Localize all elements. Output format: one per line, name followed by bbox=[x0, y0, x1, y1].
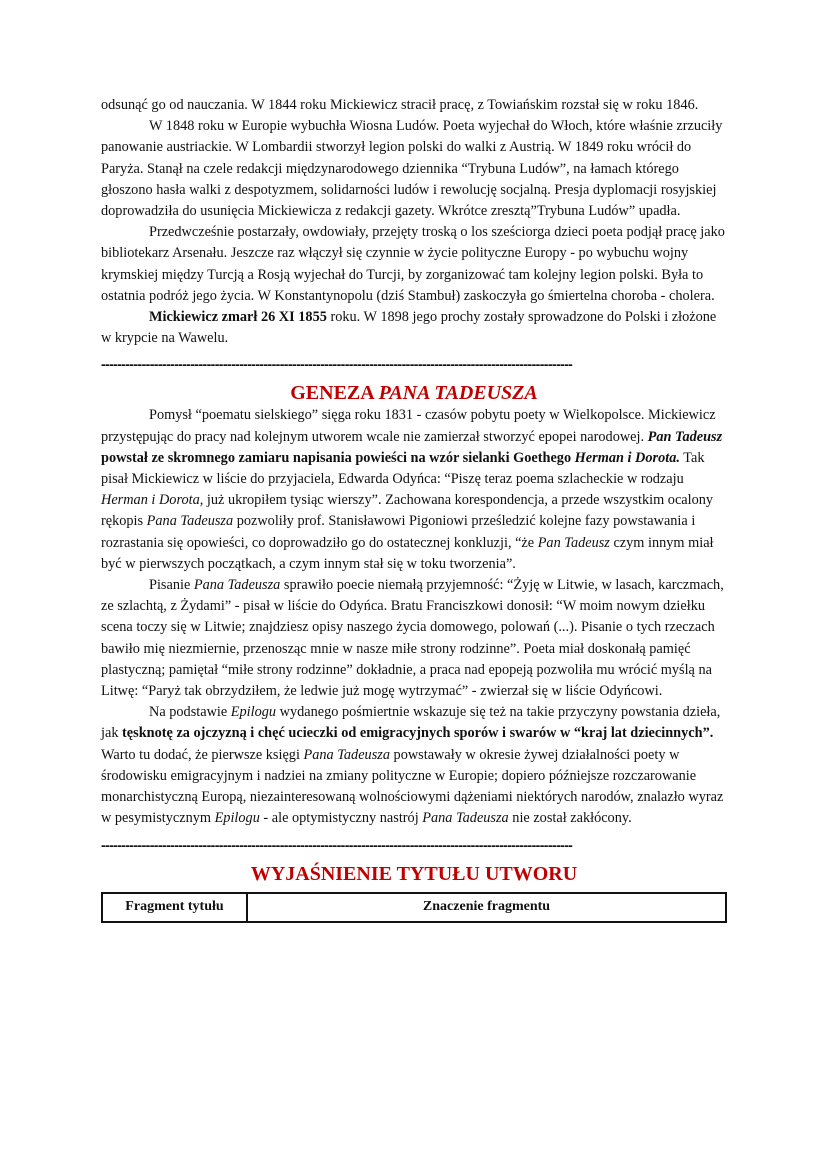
text-span: pozwoliły prof. Stanisławowi Pigoniowi prześledzić kolejne fazy powstawania i rozrastania się opowieści, co doprowadziło go do ostatecznej konkluzji, “że bbox=[101, 513, 696, 551]
death-date-bold: Mickiewicz zmarł 26 XI 1855 bbox=[149, 309, 327, 326]
text-span: nie został zakłócony. bbox=[508, 810, 632, 827]
title-ref: Herman i Dorota, bbox=[101, 492, 204, 509]
title-ref: Epilogu bbox=[214, 810, 260, 827]
table-header-cell: Fragment tytułu bbox=[102, 893, 247, 922]
bio-paragraph-1: odsunąć go od nauczania. W 1844 roku Mickiewicz stracił pracę, z Towiańskim rozstał się w roku 1846. bbox=[101, 97, 699, 113]
title-ref: Pan Tadeusz bbox=[647, 428, 723, 445]
bio-paragraph-4-rest: roku. W 1898 jego prochy zostały sprowadzone do Polski i złożone w krypcie na Wawelu. bbox=[101, 309, 717, 347]
geneza-paragraph-3 bbox=[101, 702, 727, 829]
text-span: - ale optymistyczny nastrój bbox=[259, 810, 423, 827]
title-ref: Pana Tadeusza bbox=[303, 746, 390, 763]
section-separator-1: -------------------------------------------------------------------------------------------------------------------- bbox=[101, 357, 573, 372]
title-ref: Epilogu bbox=[230, 704, 277, 721]
text-span: Pomysł “poematu sielskiego” sięga roku 1831 - czasów pobytu poety w Wielkopolsce. Mickiewicz przystępując do pracy nad kolejnym utworem wcale nie zamierzał stworzyć epopei narodowej. bbox=[101, 407, 716, 445]
text-span: Pisanie bbox=[149, 577, 194, 594]
document-page bbox=[101, 95, 727, 923]
bio-paragraph-4 bbox=[101, 307, 727, 349]
geneza-heading-title: PANA TADEUSZA bbox=[378, 382, 538, 405]
text-span: już ukropiłem tysiąc wierszy”. Zachowana korespondencja, a przede wszystkim ocalony rękopis bbox=[101, 492, 714, 530]
text-span: Warto tu dodać, że pierwsze księgi bbox=[101, 746, 304, 763]
section-separator-2: -------------------------------------------------------------------------------------------------------------------- bbox=[101, 837, 573, 852]
geneza-heading bbox=[101, 381, 727, 405]
table-header-row bbox=[102, 893, 726, 922]
geneza-paragraph-1 bbox=[101, 405, 727, 575]
title-ref: Pana Tadeusza bbox=[146, 513, 234, 530]
text-span: Tak pisał Mickiewicz w liście do przyjaciela, Edwarda Odyńca: “Piszę teraz poema szlacheckie w rodzaju bbox=[101, 449, 705, 488]
table-header-cell: Znaczenie fragmentu bbox=[247, 893, 726, 922]
bio-paragraph-3: Przedwcześnie postarzały, owdowiały, przejęty troską o los sześciorga dzieci poeta podjął pracę jako bibliotekarz Arsenału. Jeszcze raz włączył się czynnie w życie polityczne Europy - po wybuchu wojny krymskiej między Turcją a Rosją wyjechał do Turcji, by zorganizować tam kolejny legion polski. Była to ostatnia podróż jego życia. W Konstantynopolu (dziś Stambuł) zaskoczyła go śmiertelna choroba - cholera. bbox=[101, 224, 725, 304]
title-ref: Pana Tadeusza bbox=[422, 810, 509, 827]
text-span: Na podstawie bbox=[149, 704, 231, 721]
text-span: powstawały w okresie żywej działalności poety w środowisku emigracyjnym i nadziei na zmiany polityczne w Europie; dopiero późniejsze rozczarowanie monarchistyczną Europą, niezainteresowaną wolnościowymi dążeniami niektórych narodów, znalazło wyraz w pesymistycznym bbox=[101, 746, 724, 827]
text-span: czym innym miał być w pierwszych początkach, a czym innym stał się w toku tworzenia”. bbox=[101, 534, 714, 572]
text-span: sprawiło poecie niemałą przyjemność: “Żyję w Litwie, w lasach, karczmach, ze szlachtą, z Żydami” - pisał w liście do Odyńca. Bratu Franciszkowi donosił: “W moim nowym dziełku scena toczy się w Litwie; znajdziesz opisy naszego życia domowego, polowań (...). Pisanie o tych rzeczach bawiło mię niezmiernie, przenosząc mnie w nasze miłe strony rodzinne”. Poeta miał doskonałą pamięć plastyczną; pamiętał “miłe strony rodzinne” dokładnie, a praca nad epopeją pozwoliła mu wrócić myślą na Litwę: “Paryż tak obrzydziłem, że ledwie już mogę wytrzymać” - zwierzał się w liście Odyńcowi. bbox=[101, 577, 724, 700]
title-ref: Herman i Dorota. bbox=[574, 449, 680, 466]
title-explanation-table bbox=[101, 892, 727, 923]
title-ref: Pana Tadeusza bbox=[193, 577, 281, 594]
bold-span: powstał ze skromnego zamiaru napisania powieści na wzór sielanki Goethego bbox=[101, 449, 575, 466]
geneza-paragraph-2 bbox=[101, 575, 727, 702]
wyjasnienie-heading: WYJAŚNIENIE TYTUŁU UTWORU bbox=[250, 862, 578, 885]
bio-paragraph-2: W 1848 roku w Europie wybuchła Wiosna Ludów. Poeta wyjechał do Włoch, które właśnie zrzuciły panowanie austriackie. W Lombardii stworzył legion polski do walki z Austrią. W 1849 roku wrócił do Paryża. Stanął na czele redakcji międzynarodowego dziennika “Trybuna Ludów”, na łamach którego głoszono hasła walki z despotyzmem, solidarności ludów i rewolucję socjalną. Presja dyplomacji rosyjskiej doprowadziła do usunięcia Mickiewicza z redakcji gazety. Wkrótce zresztą”Trybuna Ludów” upadła. bbox=[101, 118, 723, 220]
bold-span: tęsknotę za ojczyzną i chęć ucieczki od emigracyjnych sporów i swarów w “kraj lat dziecinnych”. bbox=[122, 725, 714, 742]
geneza-heading-text: GENEZA bbox=[290, 382, 379, 405]
title-ref: Pan Tadeusz bbox=[537, 534, 610, 551]
text-span: wydanego pośmiertnie wskazuje się też na takie przyczyny powstania dzieła, jak bbox=[101, 704, 721, 742]
